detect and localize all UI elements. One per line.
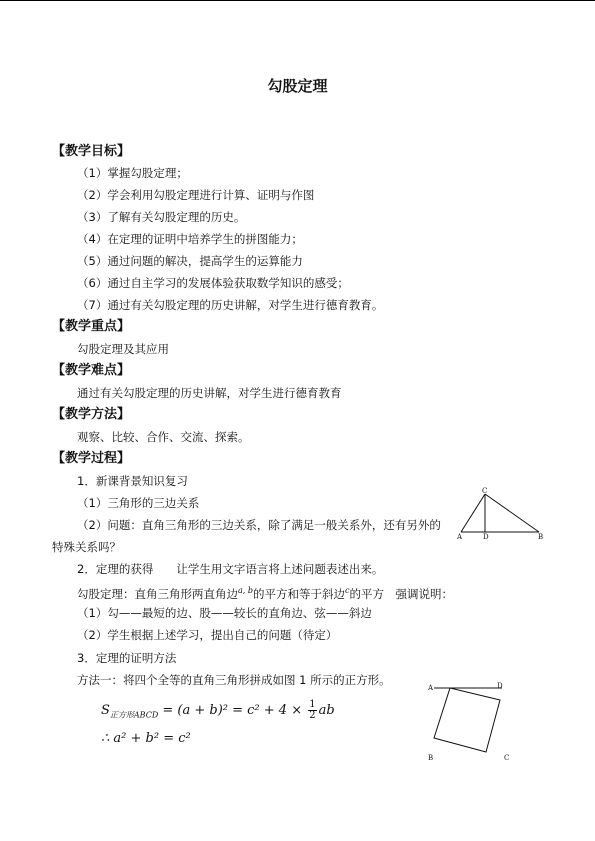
- goal-item: （6）通过自主学习的发展体验获取数学知识的感受；: [77, 276, 349, 290]
- difficulties-text: 通过有关勾股定理的历史讲解，对学生进行德育教育: [77, 386, 342, 400]
- inner-tilted-square: [434, 688, 500, 752]
- goal-item: （1）掌握勾股定理；: [77, 166, 188, 180]
- process-line: 特殊关系吗？: [52, 540, 121, 554]
- fraction-numerator: 1: [309, 699, 316, 710]
- goal-item: （3）了解有关勾股定理的历史。: [77, 210, 246, 224]
- label-b: B: [428, 754, 434, 762]
- fraction-denominator: 2: [309, 710, 316, 721]
- area-symbol: S: [101, 703, 110, 718]
- process-line: （2）学生根据上述学习，提出自己的问题（待定）: [77, 628, 338, 642]
- process-line: （1）勾——最短的边、股——较长的直角边、弦——斜边: [77, 606, 372, 620]
- top-rule: [0, 0, 595, 1]
- label-b: B: [538, 533, 544, 541]
- square-figure: [424, 676, 524, 764]
- heading-key-points: 【教学重点】: [52, 319, 131, 334]
- area-subscript: 正方形ABCD: [109, 710, 159, 720]
- pythagorean-formula: ∴ a² + b² = c²: [101, 731, 191, 746]
- process-line: （1）三角形的三边关系: [77, 496, 200, 510]
- process-line: 3．定理的证明方法: [77, 651, 177, 665]
- label-c: C: [482, 487, 488, 495]
- legs-symbol: a, b: [238, 586, 253, 595]
- theorem-text-c: 的平方 强调说明：: [349, 586, 453, 601]
- label-c: C: [504, 754, 510, 762]
- goal-item: （2）学会利用勾股定理进行计算、证明与作图: [77, 188, 315, 202]
- one-half-fraction: [308, 700, 316, 721]
- area-formula: [101, 700, 335, 721]
- hypotenuse-symbol: c: [344, 586, 350, 595]
- area-expression: = (a + b)² = c² + 4 ×: [158, 703, 307, 718]
- label-d: D: [483, 533, 489, 541]
- goal-item: （7）通过有关勾股定理的历史讲解，对学生进行德育教育。: [77, 298, 384, 312]
- process-line: 1．新课背景知识复习: [77, 474, 188, 488]
- key-points-text: 勾股定理及其应用: [77, 342, 169, 356]
- area-product: ab: [318, 703, 335, 718]
- heading-difficulties: 【教学难点】: [52, 363, 131, 378]
- methods-text: 观察、比较、合作、交流、探索。: [77, 430, 250, 444]
- goal-item: （4）在定理的证明中培养学生的拼图能力；: [77, 232, 303, 246]
- triangle-side-cb: [485, 494, 539, 532]
- triangle-side-ac: [461, 494, 485, 532]
- process-line: （2）问题：直角三角形的三边关系，除了满足一般关系外，还有另外的: [77, 518, 441, 532]
- label-d: D: [497, 682, 503, 690]
- theorem-text-b: 的平方和等于斜边: [252, 586, 345, 601]
- process-line: 方法一：将四个全等的直角三角形拼成如图 1 所示的正方形。: [77, 673, 391, 687]
- process-line: 2．定理的获得 让学生用文字语言将上述问题表述出来。: [77, 562, 384, 576]
- goal-item: （5）通过问题的解决，提高学生的运算能力: [77, 254, 303, 268]
- page-title: 勾股定理: [267, 77, 328, 95]
- label-a: A: [457, 533, 463, 541]
- heading-methods: 【教学方法】: [52, 407, 131, 422]
- right-triangle-figure: [455, 486, 547, 542]
- theorem-text-a: 勾股定理：直角三角形两直角边: [77, 586, 238, 601]
- label-a: A: [428, 684, 434, 692]
- theorem-statement: [77, 584, 453, 601]
- heading-process: 【教学过程】: [52, 451, 131, 466]
- heading-goals: 【教学目标】: [52, 144, 131, 159]
